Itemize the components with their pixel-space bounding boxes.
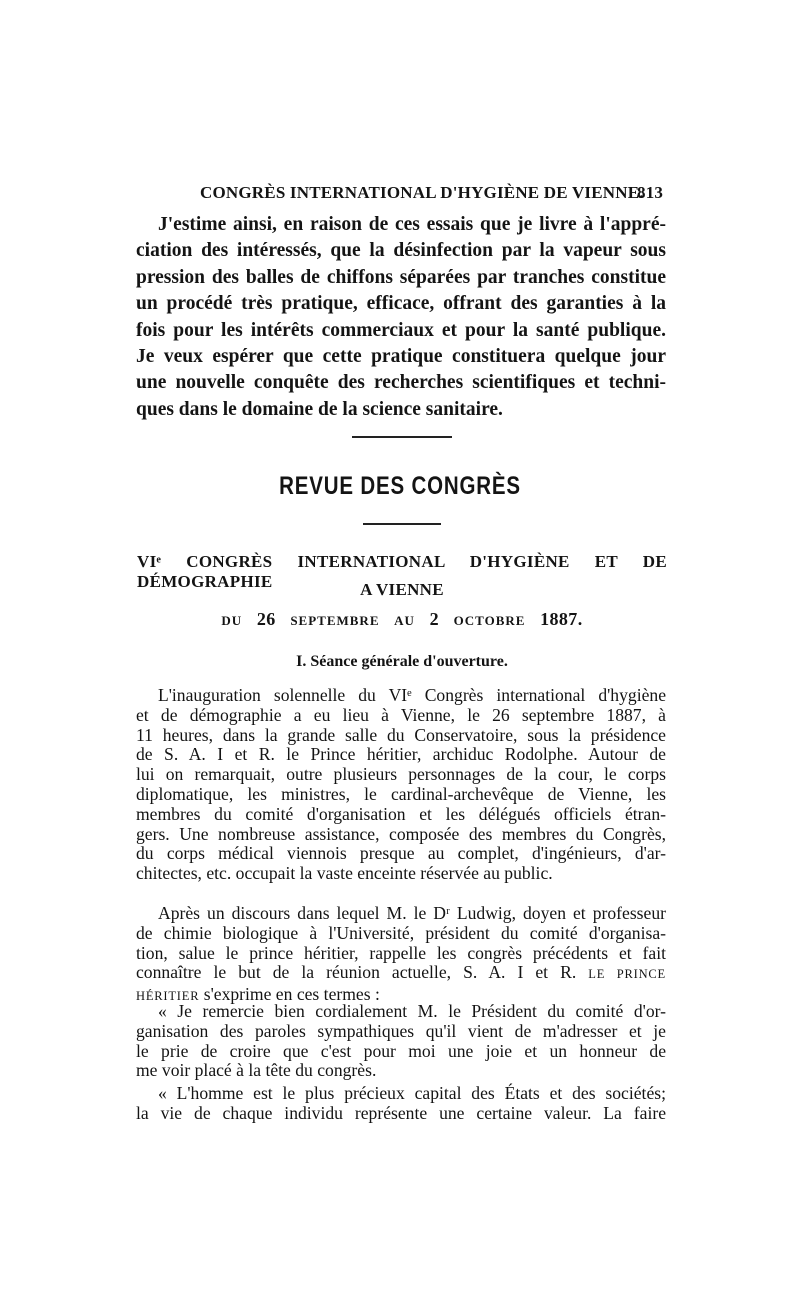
dates-day-1: 26	[256, 609, 276, 629]
paragraph-inauguration	[136, 686, 666, 884]
text-line: membres du comité d'organisation et les délégués officiels étran-	[136, 803, 666, 824]
text-line: ques dans le domaine de la science sanitaire.	[136, 398, 503, 420]
congress-location: A VIENNE	[360, 580, 444, 599]
text-line: de S. A. I et R. le Prince héritier, archiduc Rodolphe. Autour de	[136, 744, 666, 765]
closing-paragraph	[136, 212, 666, 423]
dates-month-1: SEPTEMBRE	[290, 613, 380, 628]
section-rule-bottom	[363, 523, 441, 525]
paragraph-speech-1	[136, 1002, 666, 1081]
text-line: et de démographie a eu lieu à Vienne, le 26 septembre 1887, à	[136, 704, 666, 725]
small-caps-run: HÉRITIER	[136, 989, 200, 1004]
text-line: J'estime ainsi, en raison de ces essais que je livre à l'appré-	[158, 214, 666, 235]
text-line: 11 heures, dans la grande salle du Conservatoire, sous la présidence	[136, 724, 666, 745]
text-line: « L'homme est le plus précieux capital des États et des sociétés;	[158, 1083, 666, 1103]
text-line: le prie de croire que c'est pour moi une joie et un honneur de	[136, 1040, 666, 1061]
text-line: de chimie biologique à l'Université, président du comité d'organisa-	[136, 922, 666, 943]
text-line: pression des balles de chiffons séparées par tranches constitue	[136, 266, 666, 288]
text-line: fois pour les intérêts commerciaux et pour la santé publique.	[136, 319, 666, 341]
section-heading: REVUE DES CONGRÈS	[279, 472, 521, 500]
dates-day-2: 2	[429, 609, 439, 629]
text-line: du corps médical viennois presque au complet, d'ingénieurs, d'ar-	[136, 843, 666, 864]
small-caps-run: LE PRINCE	[588, 967, 666, 982]
paragraph-discours	[136, 904, 666, 1007]
dates-du: DU	[221, 613, 243, 628]
text-line: tion, salue le prince héritier, rappelle les congrès précédents et fait	[136, 942, 666, 963]
text-line: une nouvelle conquête des recherches scientifiques et techni-	[136, 372, 666, 394]
dates-au: AU	[394, 613, 415, 628]
congress-dates	[137, 609, 667, 630]
section-rule-top	[352, 436, 452, 438]
text-line: Je veux espérer que cette pratique constituera quelque jour	[136, 346, 666, 368]
running-head-title: CONGRÈS INTERNATIONAL D'HYGIÈNE DE VIENNE.	[200, 183, 644, 202]
text-line: « Je remercie bien cordialement M. le Président du comité d'or-	[158, 1001, 666, 1021]
text-line: gers. Une nombreuse assistance, composée des membres du Congrès,	[136, 823, 666, 844]
text-line: chitectes, etc. occupait la vaste enceinte réservée au public.	[136, 863, 553, 884]
text-line: ciation des intéressés, que la désinfection par la vapeur sous	[136, 240, 666, 262]
paragraph-speech-2	[136, 1084, 666, 1124]
text-line	[136, 963, 666, 985]
text-line: un procédé très pratique, efficace, offrant des garanties à la	[136, 293, 666, 315]
text-line: me voir placé à la tête du congrès.	[136, 1060, 377, 1081]
text-line: lui on remarquait, outre plusieurs personnages de la cour, le corps	[136, 764, 666, 785]
dates-year: 1887.	[540, 609, 583, 629]
text-line: la vie de chaque individu représente une certaine valeur. La faire	[136, 1102, 666, 1123]
text-line: diplomatique, les ministres, le cardinal-archevêque de Vienne, les	[136, 783, 666, 804]
text-run: connaître le but de la réunion actuelle, S. A. I et R.	[136, 962, 577, 983]
dates-month-2: OCTOBRE	[453, 613, 526, 628]
text-line: Après un discours dans lequel M. le Dʳ Ludwig, doyen et professeur	[158, 903, 666, 923]
section-subheading: I. Séance générale d'ouverture.	[296, 653, 508, 670]
text-line: ganisation des paroles sympathiques qu'il vient de m'adresser et je	[136, 1020, 666, 1041]
text-line: L'inauguration solennelle du VIᵉ Congrès international d'hygiène	[158, 685, 666, 705]
text-run: s'exprime en ces termes :	[203, 984, 380, 1005]
page-number: 813	[637, 183, 664, 202]
congress-title: VIᵉ CONGRÈS INTERNATIONAL D'HYGIÈNE ET DE DÉMOGRAPHIE	[137, 552, 667, 591]
